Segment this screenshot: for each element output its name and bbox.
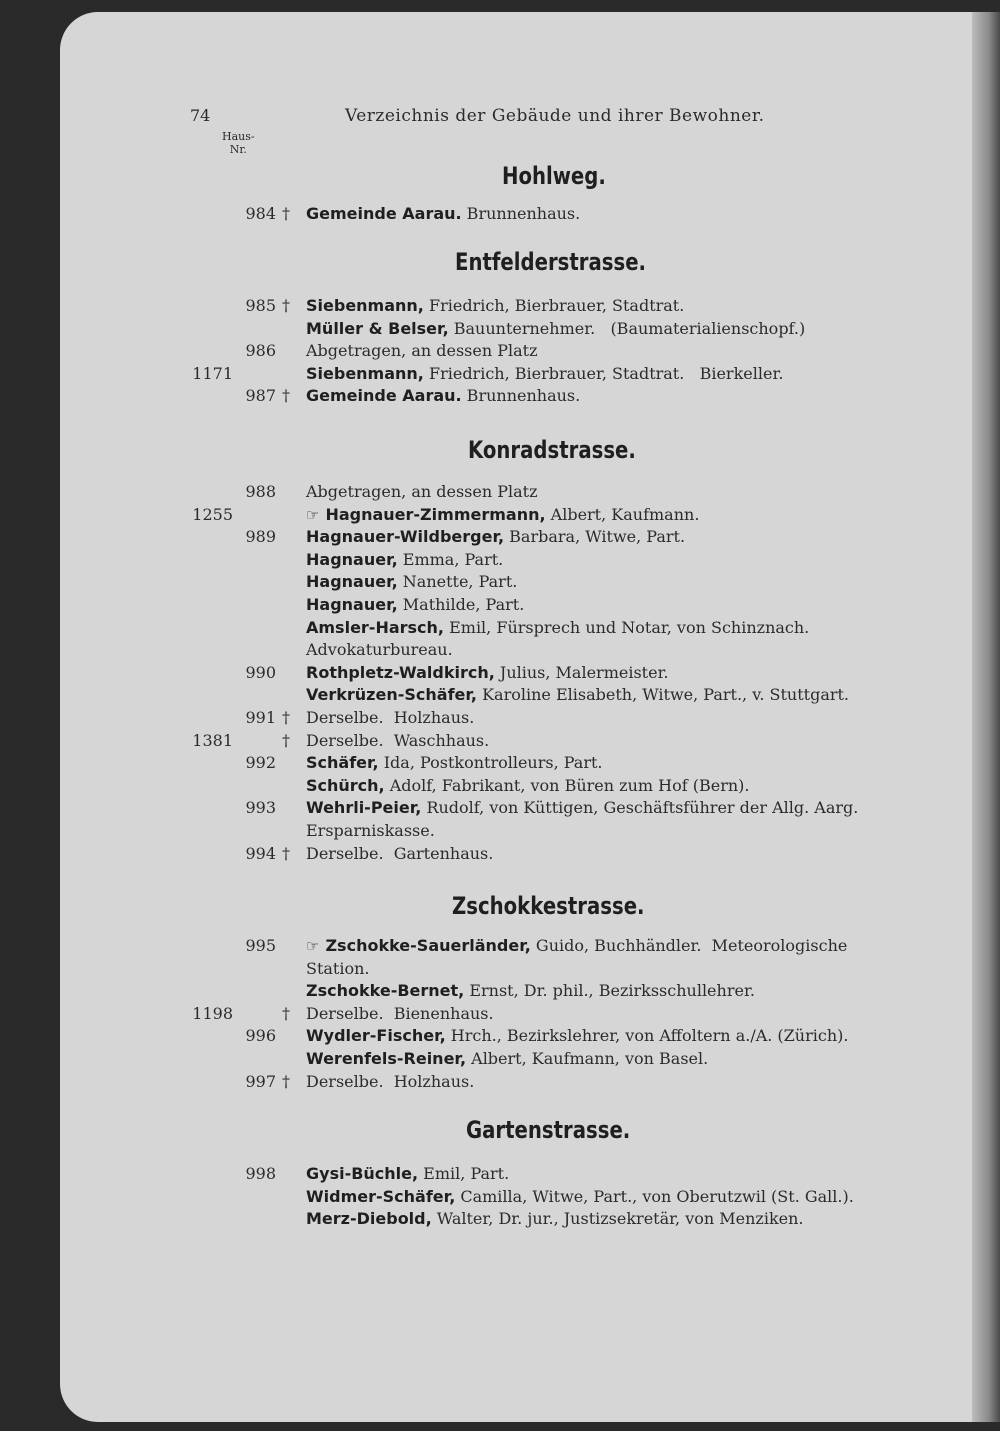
directory-row bbox=[60, 1187, 960, 1210]
house-number: 996 bbox=[245, 1026, 276, 1046]
entry bbox=[306, 821, 435, 840]
entry bbox=[306, 640, 453, 659]
entry-details: Guido, Buchhändler. Meteorologische bbox=[530, 936, 848, 955]
entry bbox=[306, 753, 603, 772]
entry-details: Brunnenhaus. bbox=[461, 386, 581, 406]
directory-row bbox=[60, 296, 960, 319]
resident-name: Widmer-Schäfer, bbox=[306, 1186, 456, 1206]
old-house-number: 1381 bbox=[192, 730, 233, 750]
directory-row bbox=[60, 1026, 960, 1049]
entry-details: Advokaturbureau. bbox=[306, 640, 453, 660]
entry bbox=[306, 341, 538, 360]
directory-row bbox=[60, 527, 960, 550]
entry-details: Rudolf, von Küttigen, Geschäftsführer der Allg. Aarg. bbox=[421, 798, 859, 818]
old-house-number: 1255 bbox=[192, 504, 233, 524]
dagger-mark: † bbox=[282, 1071, 290, 1091]
entry-details: Friedrich, Bierbrauer, Stadtrat. bbox=[423, 296, 685, 315]
entry-details: Derselbe. Bienenhaus. bbox=[306, 1003, 494, 1023]
entry bbox=[306, 685, 849, 704]
directory-row bbox=[60, 618, 960, 641]
directory-row bbox=[60, 1209, 960, 1232]
section-title: Entfelderstrasse. bbox=[455, 248, 647, 276]
resident-name: Hagnauer, bbox=[306, 572, 398, 592]
entry-details: Adolf, Fabrikant, von Büren zum Hof (Bern). bbox=[384, 775, 750, 795]
dagger-mark: † bbox=[282, 296, 290, 315]
directory-row bbox=[60, 776, 960, 799]
house-number: 997 bbox=[245, 1071, 276, 1091]
column-head bbox=[222, 130, 255, 156]
entry-details: Derselbe. Holzhaus. bbox=[306, 1071, 475, 1091]
directory-row bbox=[60, 1072, 960, 1095]
entry-details: Friedrich, Bierbrauer, Stadtrat. Bierkeller. bbox=[423, 363, 784, 383]
entry-details: Hrch., Bezirkslehrer, von Affoltern a./A. (Zürich). bbox=[445, 1026, 849, 1046]
resident-name: Zschokke-Bernet, bbox=[306, 981, 465, 1001]
directory-row bbox=[60, 386, 960, 409]
section-title: Hohlweg. bbox=[502, 162, 606, 190]
resident-name: Gemeinde Aarau. bbox=[306, 204, 462, 223]
entry bbox=[306, 1004, 494, 1023]
entry-details: Julius, Malermeister. bbox=[494, 662, 669, 682]
entry bbox=[306, 959, 370, 978]
house-number: 987 bbox=[245, 386, 276, 406]
directory-row bbox=[60, 640, 960, 663]
resident-name: Müller & Belser, bbox=[306, 318, 449, 338]
entry-details: Emil, Fürsprech und Notar, von Schinznach. bbox=[444, 617, 810, 637]
entry bbox=[306, 1164, 509, 1183]
section-title: Zschokkestrasse. bbox=[452, 892, 645, 920]
entry-details: Ersparniskasse. bbox=[306, 821, 435, 840]
page-number: 74 bbox=[190, 106, 211, 125]
entry-details: Barbara, Witwe, Part. bbox=[504, 527, 686, 547]
entry-details: Mathilde, Part. bbox=[397, 595, 525, 614]
resident-name: Wydler-Fischer, bbox=[306, 1026, 446, 1046]
directory-row bbox=[60, 1164, 960, 1187]
house-number: 994 bbox=[245, 843, 276, 863]
entry-details: Walter, Dr. jur., Justizsekretär, von Menziken. bbox=[431, 1209, 804, 1229]
resident-name: Hagnauer-Wildberger, bbox=[306, 527, 505, 547]
entry-details: Karoline Elisabeth, Witwe, Part., v. Stuttgart. bbox=[477, 685, 850, 705]
entry bbox=[306, 776, 749, 795]
directory-row bbox=[60, 821, 960, 844]
entry bbox=[306, 1187, 854, 1206]
entry-details: Emil, Part. bbox=[418, 1164, 510, 1183]
entry-details: Albert, Kaufmann, von Basel. bbox=[466, 1049, 709, 1068]
directory-row bbox=[60, 685, 960, 708]
resident-name: Verkrüzen-Schäfer, bbox=[306, 685, 477, 705]
resident-name: Hagnauer, bbox=[306, 549, 398, 569]
entry bbox=[306, 527, 685, 546]
dagger-mark: † bbox=[282, 730, 290, 750]
directory-row bbox=[60, 319, 960, 342]
house-number: 995 bbox=[245, 936, 276, 955]
resident-name: Zschokke-Sauerländer, bbox=[325, 936, 531, 955]
resident-name: Hagnauer, bbox=[306, 595, 398, 614]
running-head: Verzeichnis der Gebäude und ihrer Bewohner. bbox=[345, 106, 765, 126]
entry bbox=[306, 296, 684, 315]
directory-row bbox=[60, 798, 960, 821]
directory-row bbox=[60, 844, 960, 867]
entry-details: Derselbe. Gartenhaus. bbox=[306, 843, 494, 863]
entry bbox=[306, 204, 580, 223]
entry bbox=[306, 708, 474, 727]
house-number: 988 bbox=[245, 482, 276, 501]
dagger-mark: † bbox=[282, 1003, 290, 1023]
directory-row bbox=[60, 204, 960, 227]
directory-row bbox=[60, 753, 960, 776]
directory-row bbox=[60, 708, 960, 731]
directory-row bbox=[60, 936, 960, 959]
house-number: 993 bbox=[245, 798, 276, 818]
entry-details: Station. bbox=[306, 958, 370, 978]
dagger-mark: † bbox=[282, 843, 290, 863]
entry-details: Camilla, Witwe, Part., von Oberutzwil (St. Gall.). bbox=[455, 1186, 854, 1206]
entry bbox=[306, 663, 669, 682]
entry bbox=[306, 550, 503, 569]
dagger-mark: † bbox=[282, 708, 290, 727]
house-number: 991 bbox=[245, 708, 276, 727]
entry-details: Brunnenhaus. bbox=[461, 204, 581, 223]
entry bbox=[306, 1026, 848, 1045]
entry-details: Derselbe. Holzhaus. bbox=[306, 708, 475, 727]
resident-name: Wehrli-Peier, bbox=[306, 798, 422, 818]
house-number: 990 bbox=[245, 662, 276, 682]
resident-name: Gemeinde Aarau. bbox=[306, 386, 462, 406]
dagger-mark: † bbox=[282, 386, 290, 406]
entry-details: Ida, Postkontrolleurs, Part. bbox=[378, 753, 603, 773]
dagger-mark: † bbox=[282, 204, 290, 223]
entry bbox=[306, 364, 783, 383]
directory-row bbox=[60, 572, 960, 595]
entry bbox=[306, 319, 805, 338]
directory-row bbox=[60, 731, 960, 754]
entry bbox=[306, 936, 847, 955]
section-title: Konradstrasse. bbox=[468, 436, 636, 464]
entry bbox=[306, 572, 517, 591]
column-head-line: Haus- bbox=[222, 130, 255, 143]
old-house-number: 1198 bbox=[192, 1003, 233, 1023]
entry bbox=[306, 731, 489, 750]
resident-name: Hagnauer-Zimmermann, bbox=[325, 504, 546, 524]
entry bbox=[306, 798, 858, 817]
directory-row bbox=[60, 959, 960, 982]
entry bbox=[306, 618, 809, 637]
entry-details: Nanette, Part. bbox=[397, 572, 518, 592]
directory-row bbox=[60, 505, 960, 528]
entry-details: Emma, Part. bbox=[397, 549, 504, 569]
house-number: 998 bbox=[245, 1164, 276, 1183]
resident-name: Gysi-Büchle, bbox=[306, 1164, 419, 1183]
directory-row bbox=[60, 482, 960, 505]
resident-name: Siebenmann, bbox=[306, 363, 424, 383]
entry bbox=[306, 981, 755, 1000]
resident-name: Amsler-Harsch, bbox=[306, 617, 444, 637]
entry bbox=[306, 1072, 474, 1091]
book-page bbox=[60, 12, 1000, 1422]
entry bbox=[306, 844, 493, 863]
resident-name: Schäfer, bbox=[306, 753, 379, 773]
resident-name: Merz-Diebold, bbox=[306, 1209, 432, 1229]
resident-name: Rothpletz-Waldkirch, bbox=[306, 662, 495, 682]
column-head-line: Nr. bbox=[229, 143, 247, 156]
directory-row bbox=[60, 364, 960, 387]
entry-details: Derselbe. Waschhaus. bbox=[306, 730, 490, 750]
entry-details: Bauunternehmer. (Baumaterialienschopf.) bbox=[448, 318, 806, 338]
house-number: 989 bbox=[245, 527, 276, 547]
resident-name: Siebenmann, bbox=[306, 296, 424, 315]
directory-row bbox=[60, 663, 960, 686]
entry-details: Ernst, Dr. phil., Bezirksschullehrer. bbox=[464, 981, 755, 1001]
entry bbox=[306, 482, 538, 501]
resident-name: Schürch, bbox=[306, 775, 385, 795]
directory-row bbox=[60, 981, 960, 1004]
entry bbox=[306, 595, 524, 614]
house-number: 986 bbox=[245, 341, 276, 361]
pointing-hand-icon: ☞ bbox=[306, 937, 320, 955]
house-number: 992 bbox=[245, 753, 276, 773]
section-title: Gartenstrasse. bbox=[466, 1116, 631, 1144]
directory-row bbox=[60, 1004, 960, 1027]
entry bbox=[306, 1049, 708, 1068]
entry bbox=[306, 386, 580, 405]
directory-row bbox=[60, 595, 960, 618]
directory-row bbox=[60, 341, 960, 364]
entry bbox=[306, 1209, 804, 1228]
entry-details: Abgetragen, an dessen Platz bbox=[306, 341, 538, 361]
entry-details: Abgetragen, an dessen Platz bbox=[306, 482, 538, 501]
directory-row bbox=[60, 1049, 960, 1072]
entry-details: Albert, Kaufmann. bbox=[545, 504, 700, 524]
directory-row bbox=[60, 550, 960, 573]
house-number: 985 bbox=[245, 296, 276, 315]
book-spine bbox=[972, 12, 1000, 1422]
old-house-number: 1171 bbox=[192, 363, 233, 383]
house-number: 984 bbox=[245, 204, 276, 223]
resident-name: Werenfels-Reiner, bbox=[306, 1049, 467, 1068]
pointing-hand-icon: ☞ bbox=[306, 505, 320, 524]
entry bbox=[306, 505, 699, 524]
